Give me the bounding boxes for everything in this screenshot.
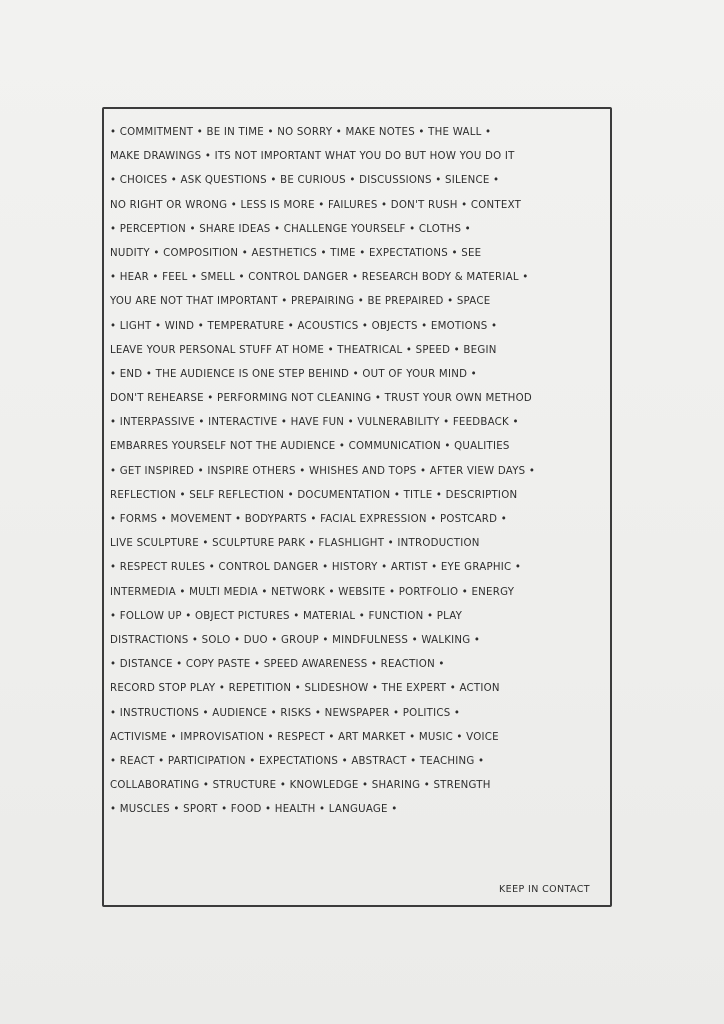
keep-in-contact-note: KEEP IN CONTACT	[499, 884, 590, 895]
text-line-3: • CHOICES • ASK QUESTIONS • BE CURIOUS • DISCUSSIONS • SILENCE •	[110, 175, 500, 187]
text-line-22: DISTRACTIONS • SOLO • DUO • GROUP • MINDFULNESS • WALKING •	[110, 634, 481, 646]
text-line-13: • INTERPASSIVE • INTERACTIVE • HAVE FUN • VULNERABILITY • FEEDBACK •	[110, 417, 519, 429]
text-line-28: COLLABORATING • STRUCTURE • KNOWLEDGE • SHARING • STRENGTH	[110, 780, 491, 792]
text-line-10: LEAVE YOUR PERSONAL STUFF AT HOME • THEATRICAL • SPEED • BEGIN	[110, 344, 497, 356]
text-line-17: • FORMS • MOVEMENT • BODYPARTS • FACIAL EXPRESSION • POSTCARD •	[110, 514, 507, 525]
text-line-21: • FOLLOW UP • OBJECT PICTURES • MATERIAL • FUNCTION • PLAY	[110, 610, 463, 622]
word-list	[110, 121, 604, 822]
text-line-23: • DISTANCE • COPY PASTE • SPEED AWARENESS • REACTION •	[110, 659, 445, 671]
text-line-19: • RESPECT RULES • CONTROL DANGER • HISTORY • ARTIST • EYE GRAPHIC •	[110, 562, 522, 574]
text-line-27: • REACT • PARTICIPATION • EXPECTATIONS • ABSTRACT • TEACHING •	[110, 755, 485, 767]
text-line-11: • END • THE AUDIENCE IS ONE STEP BEHIND • OUT OF YOUR MIND •	[110, 368, 477, 380]
text-line-9: • LIGHT • WIND • TEMPERATURE • ACOUSTICS • OBJECTS • EMOTIONS •	[110, 320, 498, 332]
handwritten-frame	[102, 107, 612, 907]
text-line-6: NUDITY • COMPOSITION • AESTHETICS • TIME • EXPECTATIONS • SEE	[110, 247, 482, 259]
text-line-18: LIVE SCULPTURE • SCULPTURE PARK • FLASHLIGHT • INTRODUCTION	[110, 538, 480, 550]
text-line-2: MAKE DRAWINGS • ITS NOT IMPORTANT WHAT YOU DO BUT HOW YOU DO IT	[110, 151, 515, 163]
text-line-5: • PERCEPTION • SHARE IDEAS • CHALLENGE YOURSELF • CLOTHS •	[110, 223, 471, 235]
text-line-4: NO RIGHT OR WRONG • LESS IS MORE • FAILURES • DON'T RUSH • CONTEXT	[110, 199, 522, 211]
text-line-29: • MUSCLES • SPORT • FOOD • HEALTH • LANGUAGE •	[110, 804, 398, 816]
text-line-1: • COMMITMENT • BE IN TIME • NO SORRY • MAKE NOTES • THE WALL •	[110, 127, 492, 138]
text-line-12: DON'T REHEARSE • PERFORMING NOT CLEANING • TRUST YOUR OWN METHOD	[110, 393, 532, 405]
text-line-8: YOU ARE NOT THAT IMPORTANT • PREPAIRING • BE PREPAIRED • SPACE	[110, 296, 491, 308]
text-line-20: INTERMEDIA • MULTI MEDIA • NETWORK • WEBSITE • PORTFOLIO • ENERGY	[110, 586, 515, 598]
text-line-16: REFLECTION • SELF REFLECTION • DOCUMENTATION • TITLE • DESCRIPTION	[110, 489, 518, 501]
text-line-14: EMBARRES YOURSELF NOT THE AUDIENCE • COMMUNICATION • QUALITIES	[110, 441, 510, 453]
text-line-15: • GET INSPIRED • INSPIRE OTHERS • WHISHES AND TOPS • AFTER VIEW DAYS •	[110, 465, 536, 477]
text-line-24: RECORD STOP PLAY • REPETITION • SLIDESHOW • THE EXPERT • ACTION	[110, 683, 500, 695]
text-line-7: • HEAR • FEEL • SMELL • CONTROL DANGER • RESEARCH BODY & MATERIAL •	[110, 272, 529, 284]
text-line-26: ACTIVISME • IMPROVISATION • RESPECT • ART MARKET • MUSIC • VOICE	[110, 731, 499, 743]
text-line-25: • INSTRUCTIONS • AUDIENCE • RISKS • NEWSPAPER • POLITICS •	[110, 707, 461, 719]
